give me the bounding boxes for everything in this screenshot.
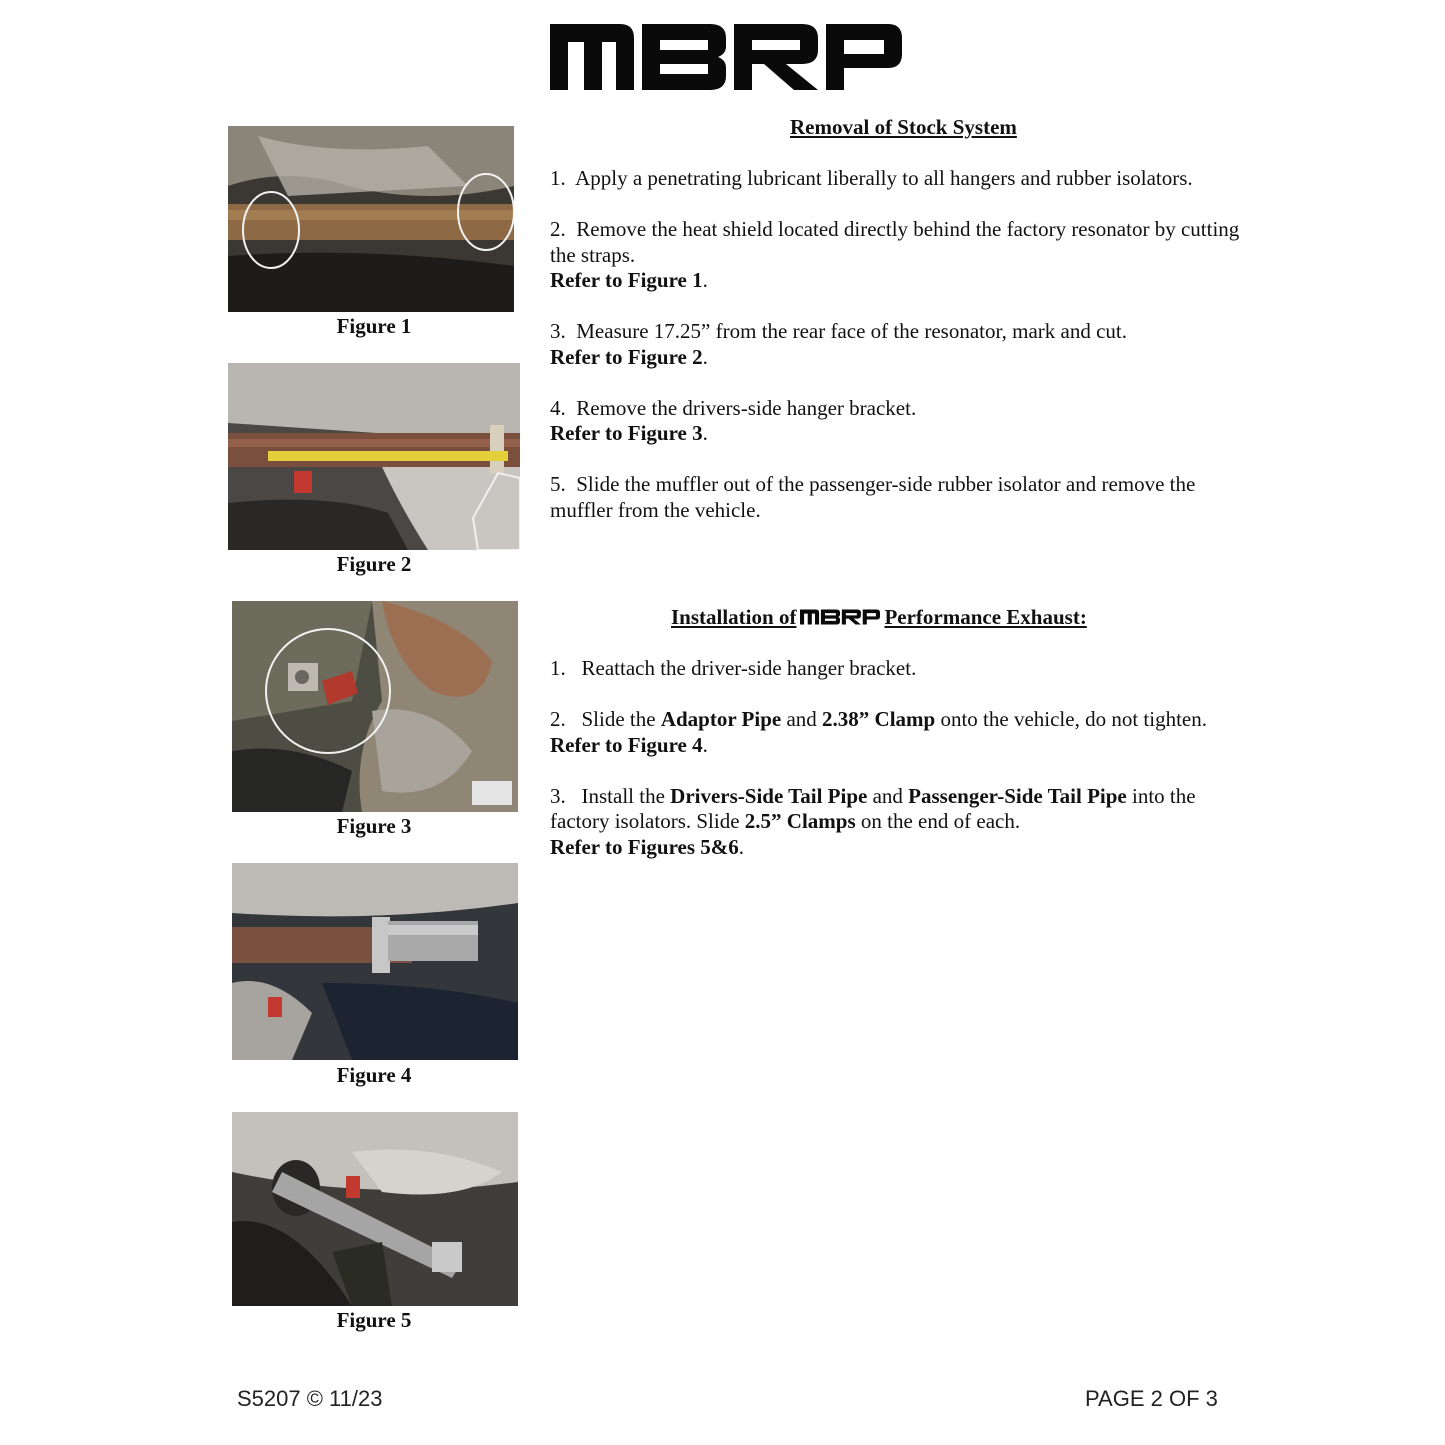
removal-step-5 [550,472,1240,523]
step-number: 3. [550,319,566,343]
step-text: Apply a penetrating lubricant liberally to all hangers and rubber isolators. [575,166,1193,190]
removal-step-2 [550,217,1240,294]
figure-3-photo [232,601,518,812]
refer-period: . [702,421,708,445]
clamps-25-label: 2.5” Clamps [744,809,856,833]
removal-step-4 [550,396,1240,447]
figure-2-photo [228,363,520,550]
step-text: Slide the muffler out of the passenger-side rubber isolator and remove the muffler from the vehicle. [550,472,1196,522]
figure-3-caption: Figure 3 [336,814,412,838]
step-number: 5. [550,472,566,496]
installation-heading-post: Performance Exhaust: [884,605,1087,629]
installation-step-3 [550,784,1240,861]
passenger-tail-pipe-label: Passenger-Side Tail Pipe [908,783,1127,808]
installation-heading-pre: Installation of [671,605,797,629]
step-text: Measure 17.25” from the rear face of the resonator, mark and cut. [576,319,1127,343]
step-number: 2. [550,707,566,731]
refer-period: . [702,732,708,757]
step-text: Reattach the driver-side hanger bracket. [581,656,917,680]
refer-period: . [738,834,745,859]
installation-step-1 [550,656,1240,682]
refer-figure-3: Refer to Figure 3 [550,421,703,445]
step-number: 2. [550,217,566,241]
mbrp-inline-logo [800,609,880,625]
figure-5-photo [232,1112,518,1306]
refer-figure-2: Refer to Figure 2 [550,344,703,369]
installation-heading [671,605,1087,630]
figure-4-photo [232,863,518,1060]
removal-step-1 [550,166,1240,192]
installation-steps [550,656,1240,886]
clamp-238-label: 2.38” Clamp [822,707,936,731]
step-text: Remove the heat shield located directly behind the factory resonator by cutting the straps. [550,217,1240,267]
step-text: into the factory isolators. Slide [550,783,1196,833]
step-text: Slide the [581,707,661,731]
step-text: and [781,707,823,731]
figure-5-caption: Figure 5 [336,1308,412,1332]
removal-steps [550,166,1240,549]
step-number: 3. [550,783,566,808]
footer-doc-code: S5207 © 11/23 [237,1386,383,1411]
step-number: 1. [550,166,566,190]
refer-figure-1: Refer to Figure 1 [550,268,703,292]
step-text: and [867,783,909,808]
figure-1-caption: Figure 1 [336,314,412,338]
installation-step-2 [550,707,1240,758]
step-number: 4. [550,395,566,420]
step-text: Install the [581,783,671,808]
removal-heading: Removal of Stock System [790,115,1017,139]
step-text: Remove the drivers-side hanger bracket. [576,395,917,420]
footer-page-number: PAGE 2 OF 3 [1085,1386,1218,1411]
refer-period: . [702,268,708,292]
step-text: on the end of each. [855,809,1021,833]
drivers-tail-pipe-label: Drivers-Side Tail Pipe [670,783,868,808]
mbrp-logo [550,24,902,90]
removal-step-3 [550,319,1240,370]
step-text: onto the vehicle, do not tighten. [935,707,1207,731]
step-number: 1. [550,656,566,680]
figure-1-photo [228,126,514,312]
adaptor-pipe-label: Adaptor Pipe [660,707,782,731]
figure-2-caption: Figure 2 [336,552,412,576]
refer-figures-5-6: Refer to Figures 5&6 [550,834,739,859]
refer-figure-4: Refer to Figure 4 [550,732,703,757]
figure-4-caption: Figure 4 [336,1063,412,1087]
refer-period: . [702,344,708,369]
